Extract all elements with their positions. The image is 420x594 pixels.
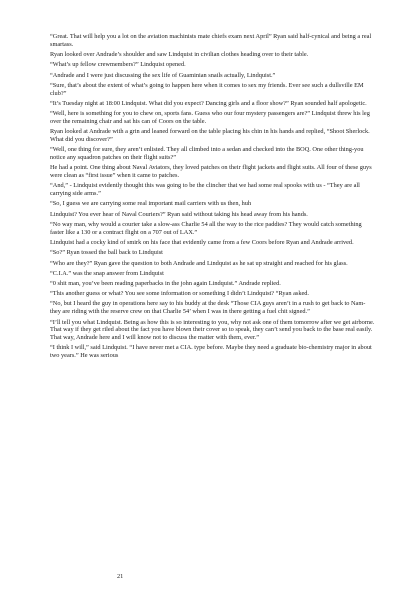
paragraph: “What’s up fellow crewmembers?” Lindquist opened.: [50, 61, 186, 69]
paragraph: “Sure, that’s about the extent of what’s going to happen here when it comes to sex my friends. Ever see such a dullsville EM club?”: [50, 81, 364, 97]
page-number: 21: [117, 573, 124, 580]
paragraph: “I think I will,” said Lindquist. “I have never met a CIA. type before. Maybe they need a graduate bio-chemistry major in about two years.” He was serious: [50, 344, 372, 360]
paragraph: Lindquist? You ever hear of Naval Couriers?” Ryan said without taking his head away from his hands.: [50, 210, 308, 218]
paragraph: “It’s Tuesday night at 18:00 Lindquist. What did you expect? Dancing girls and a floor show?” Ryan sounded half apologetic.: [50, 99, 367, 107]
paragraph: “Well, one thing for sure, they aren’t enlisted. They all climbed into a sedan and checked into the BOQ. One other thing-you notice any squadron patches on their flight suits?”: [50, 146, 364, 162]
paragraph: Lindquist had a cocky kind of smirk on his face that evidently came from a few Coors before Ryan and Andrade arrived.: [50, 239, 354, 247]
paragraph: Ryan looked over Andrade’s shoulder and saw Lindquist in civilian clothes heading over to their table.: [50, 51, 309, 59]
paragraph: “C.I.A.” was the snap answer from Lindquist: [50, 269, 164, 277]
paragraph: “And,” - Lindquist evidently thought this was going to be the clincher that we had some real spooks with us - “They are all carrying side arms.”: [50, 182, 360, 198]
paragraph: “This another guess or what? You see some information or something I didn’t Lindquist? “Ryan asked.: [50, 290, 309, 298]
paragraph: “Andrade and I were just discussing the sex life of Guaminian snails actually, Lindquist.”: [50, 71, 276, 79]
paragraph: “No way man, why would a courier take a slow-ass Charlie 54 all the way to the rice paddies? They would catch something faster like a 130 or a contract flight on a 707 out of LAX.”: [50, 220, 362, 236]
paragraph: “Great. That will help you a lot on the aviation machinists mate chiefs exam next April” Ryan said half-cynical and being a real smartass.: [50, 33, 372, 48]
paragraph: “No, but I heard the guy in operations here say to his buddy at the desk “Those CIA guys aren’t in a rush to get back to Nam-they are riding with the reserve crew on that Charlie 54’ when I was in there getting a fuel chit signed.”: [50, 300, 366, 316]
paragraph: “I’ll tell you what Lindquist. Being as how this is so interesting to you, why not ask one of them tomorrow after we get airborne. That way if they get riled about the fact you have blown their cover so to speak, they can’t send you back to the base real easily. That way, Andrade here and I will know not to discuss the matter with them, ever.”: [50, 318, 375, 342]
paragraph: “So?” Ryan tossed the ball back to Lindquist: [50, 249, 163, 257]
paragraph: “Well, here is something for you to chew on, sports fans. Guess who our four mystery passengers are?” Lindquist threw his leg over the remaining chair and sat his can of Coors on the table.: [50, 110, 370, 125]
paragraph: “0 shit man, you’ve been reading paperbacks in the john again Lindquist.” Andrade replied.: [50, 279, 281, 287]
paragraph: “Who are they?” Ryan gave the question to both Andrade and Lindquist as he sat up straight and reached for his glass.: [50, 259, 348, 267]
body-text: [50, 33, 375, 363]
paragraph: Ryan looked at Andrade with a grin and leaned forward on the table placing his chin in his hands and replied, “Shoot Sherlock. What did you discover?”: [50, 128, 370, 144]
paragraph: “So, I guess we are carrying some real important mail carriers with us then, huh: [50, 200, 252, 208]
paragraph: He had a point. One thing about Naval Aviators, they loved patches on their flight jackets and flight suits. All four of these guys were clean as “first issue” when it came to patches.: [50, 164, 372, 180]
